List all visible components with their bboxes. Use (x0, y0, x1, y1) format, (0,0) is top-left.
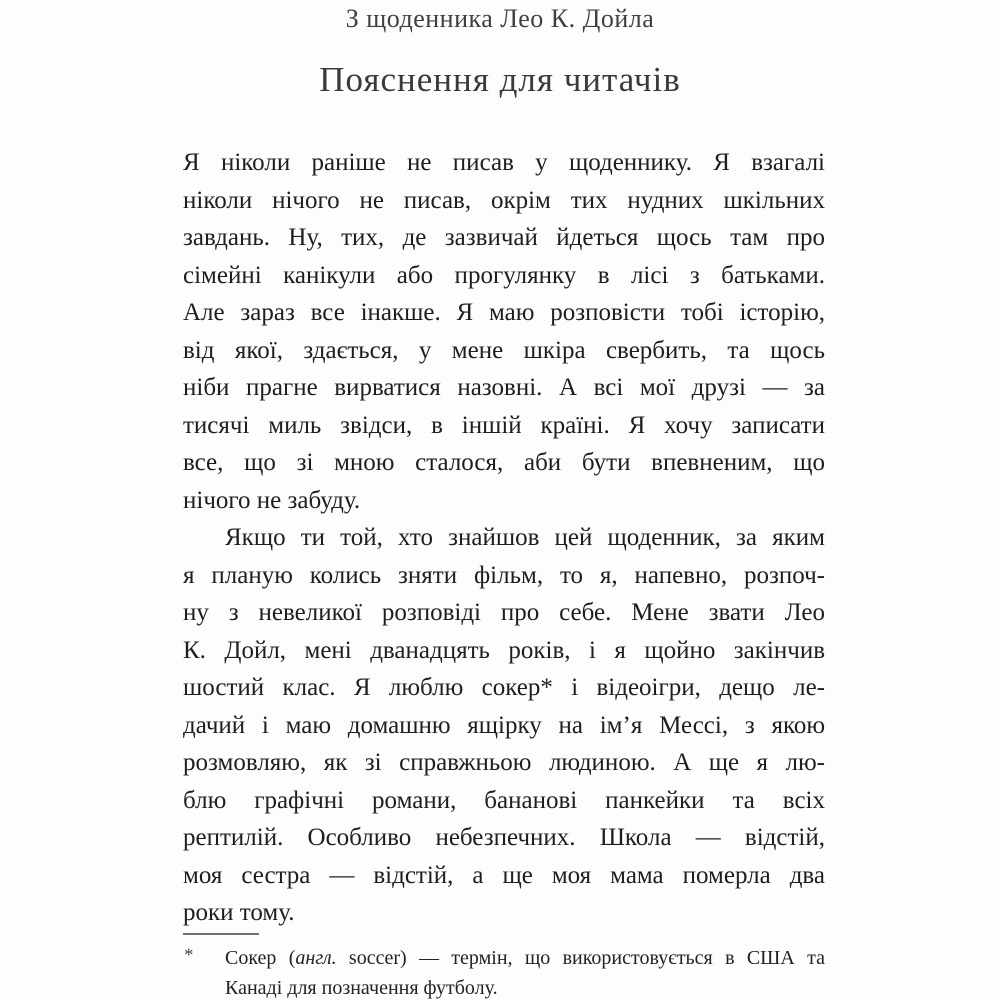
body-line: сімейні канікули або прогулянку в лісі з батьками. (183, 261, 825, 289)
body-line: К. Дойл, мені дванадцять років, і я щойно закінчив (183, 636, 825, 664)
footnote-text-segment: soccer) — термін, що використовується в США та (336, 947, 825, 969)
footnote-line-2: Канаді для позначення футболу. (225, 976, 498, 999)
body-line: шостий клас. Я люблю сокер* і відеоігри, дещо ле- (183, 674, 825, 701)
footnote-content (225, 944, 825, 1000)
footnote-text-segment: Сокер ( (225, 947, 296, 969)
body-line: я планую колись зняти фільм, то я, напевно, розпоч- (183, 561, 825, 589)
footnote-line-1 (225, 944, 825, 974)
body-text (183, 144, 825, 932)
body-line: Я ніколи раніше не писав у щоденнику. Я взагалі (183, 149, 825, 176)
body-line: блю графічні романи, бананові панкейки та всіх (183, 786, 825, 814)
body-line: розмовляю, як зі справжньою людиною. А ще я лю- (183, 749, 825, 776)
footnote-italic-segment: англ. (295, 947, 337, 969)
body-line: дачий і маю домашню ящірку на ім’я Мессі, з якою (183, 711, 825, 739)
footnote-marker: * (184, 945, 194, 966)
chapter-title: Пояснення для читачів (319, 60, 681, 99)
body-line: рептилій. Особливо небезпечних. Школа — відстій, (183, 824, 825, 851)
body-line: все, що зі мною сталося, аби бути впевненим, що (183, 449, 825, 476)
running-header: З щоденника Лео К. Дойла (345, 4, 655, 33)
body-line: тисячі миль звідси, в іншій країні. Я хочу записати (183, 411, 825, 439)
body-line: нічого не забуду. (183, 486, 361, 514)
body-line: Якщо ти той, хто знайшов цей щоденник, за яким (225, 524, 825, 551)
footnote-row (183, 944, 825, 1000)
body-line: моя сестра — відстій, а ще моя мама померла два (183, 861, 825, 889)
body-line: роки тому. (183, 899, 295, 926)
body-line: ніколи нічого не писав, окрім тих нудних шкільних (183, 186, 825, 214)
footnote-divider (183, 933, 259, 935)
body-line: ніби прагне вирватися назовні. А всі мої друзі — за (183, 374, 825, 401)
body-line: завдань. Ну, тих, де зазвичай йдеться щось там про (183, 224, 825, 251)
footnote (183, 933, 825, 1000)
body-line: Але зараз все інакше. Я маю розповісти тобі історію, (183, 299, 825, 326)
body-line: від якої, здається, у мене шкіра свербить, та щось (183, 336, 825, 364)
body-line: ну з невеликої розповіді про себе. Мене звати Лео (183, 599, 825, 626)
